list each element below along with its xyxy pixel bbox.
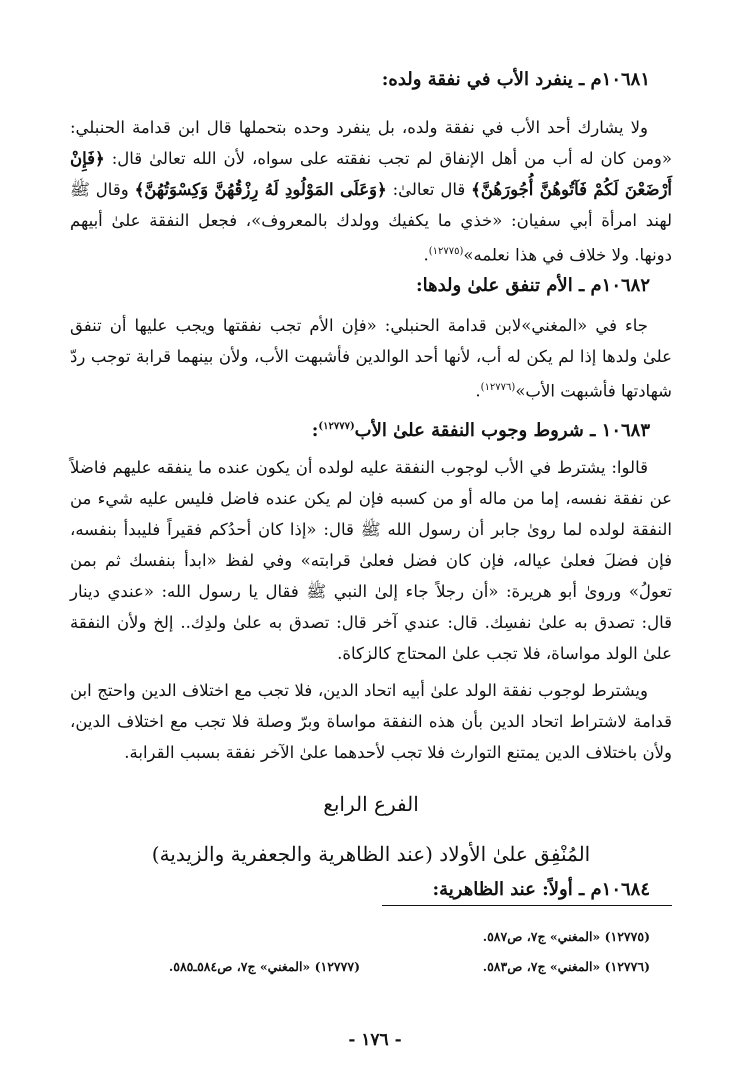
footnote-ref: (١٢٧٧٥) bbox=[428, 246, 464, 257]
section-heading-10684: ١٠٦٨٤م ـ أولاً: عند الظاهرية: bbox=[432, 879, 650, 900]
footnote-12776: (١٢٧٧٦) «المغني» ج٧، ص٥٨٣. bbox=[482, 959, 650, 974]
section-body-10681 bbox=[70, 112, 672, 271]
heading-text: ١٠٦٨٣ ـ شروط وجوب النفقة علىٰ الأب bbox=[354, 420, 650, 441]
footnote-12775: (١٢٧٧٥) «المغني» ج٧، ص٥٨٧. bbox=[482, 929, 650, 944]
text-span: . bbox=[475, 381, 481, 401]
footnote-12777: (١٢٧٧٧) «المغني» ج٧، ص٥٨٤ـ٥٨٥. bbox=[168, 959, 360, 974]
paragraph: ويشترط لوجوب نفقة الولد علىٰ أبيه اتحاد الدين، فلا تجب مع اختلاف الدين واحتج ابن قدامة لاشتراط اتحاد الدين بأن هذه النفقة مواساة وبرّ وصلة فلا تجب مع اختلاف الدين، ولأن باختلاف الدين يمتنع التوارث فلا تجب لأحدهما علىٰ الآخر نفقة بسبب القرابة. bbox=[70, 681, 672, 762]
paragraph bbox=[70, 310, 672, 407]
heading-text: : bbox=[311, 420, 319, 441]
section-heading-10682: ١٠٦٨٢م ـ الأم تنفق علىٰ ولدها: bbox=[415, 275, 650, 296]
branch-subtitle: المُنْفِق علىٰ الأولاد (عند الظاهرية والجعفرية والزيدية) bbox=[151, 842, 591, 866]
section-heading-10681: ١٠٦٨١م ـ ينفرد الأب في نفقة ولده: bbox=[381, 69, 650, 90]
text-span: قال تعالىٰ: bbox=[386, 180, 472, 199]
quran-verse: ﴿وَعَلَى المَوْلُودِ لَهُ رِزْقُهُنَّ وَكِسْوَتُهُنَّ﴾ bbox=[134, 180, 387, 199]
section-body-10683 bbox=[70, 452, 672, 768]
paragraph bbox=[70, 112, 672, 271]
text-span: جاء في «المغني»لابن قدامة الحنبلي: «فإن الأم تجب نفقتها ويجب عليها أن تنفق علىٰ ولدها إذا لم يكن له أب، لأنها أحد الوالدين فأشبهت الأب، ولأن بينهما قرابة توجب ردّ شهادتها فأشبهت الأب» bbox=[70, 316, 672, 401]
footnote-divider bbox=[382, 905, 672, 906]
text-span: . bbox=[423, 245, 429, 265]
text-span: ولا يشارك أحد الأب في نفقة ولده، بل ينفرد وحده بتحملها قال ابن قدامة الحنبلي: «ومن كان له أب من أهل الإنفاق لم تجب نفقته على سواه، لأن الله تعالىٰ قال: bbox=[70, 118, 672, 168]
branch-title: الفرع الرابع bbox=[323, 792, 419, 816]
page-number: - ١٧٦ - bbox=[348, 1030, 402, 1050]
footnote-ref: (١٢٧٧٧) bbox=[318, 421, 355, 432]
footnote-ref: (١٢٧٧٦) bbox=[480, 382, 516, 393]
section-body-10682 bbox=[70, 310, 672, 407]
text-span: وقال ﷺ لهند امرأة أبي سفيان: «خذي ما يكفيك وولدك بالمعروف»، فجعل النفقة علىٰ أبيهم دونها. ولا خلاف في هذا نعلمه» bbox=[70, 180, 672, 265]
paragraph: قالوا: يشترط في الأب لوجوب النفقة عليه لولده أن يكون عنده ما ينفقه عليهم فاضلاً عن نفقة نفسه، إما من ماله أو من كسبه فإن لم يكن عنده فاضل فليس عليه شيء من النفقة لولده لما روىٰ جابر أن رسول الله ﷺ قال: «إذا كان أحدُكم فقيراً فليبدأ بنفسه، فإن فضلَ فعلىٰ عياله، فإن كان فضل فعلىٰ قرابته» وفي لفظ «ابدأ بنفسك ثم بمن تعولُ» وروىٰ أبو هريرة: «أن رجلاً جاء إلىٰ النبي ﷺ فقال يا رسول الله: «عندي دينار قال: تصدق به علىٰ نفسِك. قال: عندي آخر قال: تصدق به علىٰ ولدِك.. إلخ ولأن النفقة علىٰ الولد مواساة، فلا تجب علىٰ المحتاج كالزكاة. bbox=[70, 458, 672, 663]
quran-verse: ﴿فَإِنْ أَرْضَعْنَ لَكُمْ فَآتُوهُنَّ أُجُورَهُنَّ﴾ bbox=[70, 149, 673, 199]
section-heading-10683 bbox=[60, 415, 650, 443]
